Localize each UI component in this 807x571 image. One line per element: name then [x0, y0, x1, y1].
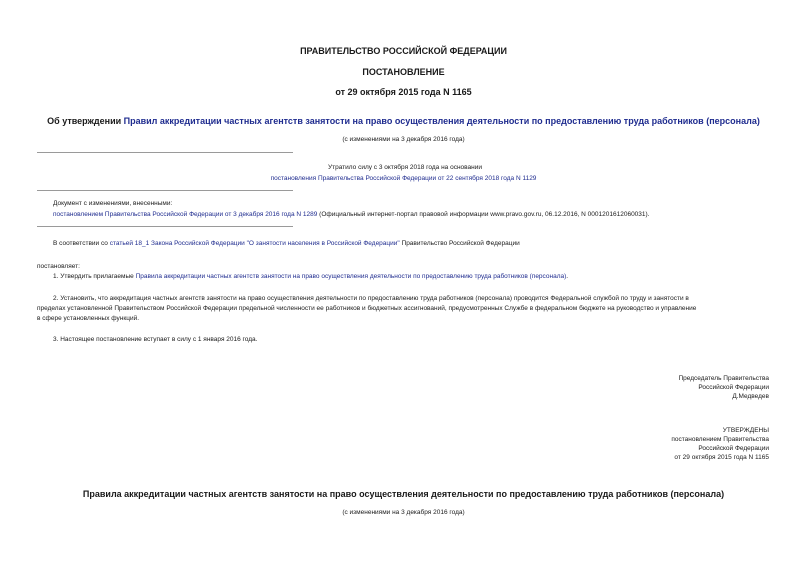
divider-3 — [37, 226, 293, 227]
approved-by: постановлением Правительства — [671, 436, 769, 443]
decrees-word: постановляет: — [37, 263, 80, 270]
item-1-prefix: 1. Утвердить прилагаемые — [53, 273, 136, 280]
amendments-source: (Официальный интернет-портал правовой информации www.pravo.gov.ru, 06.12.2016, N 0001201612060031). — [317, 211, 650, 218]
signature-position: Председатель Правительства — [678, 375, 769, 382]
signature-name: Д.Медведев — [732, 393, 769, 400]
item-2-line-2: пределах установленной Правительством Российской Федерации предельной численности ее работников и бюджетных ассигнований, предусмотренных Службе в федеральном бюджете на руководство и управление — [37, 305, 697, 312]
amendment-note-bottom: (с изменениями на 3 декабря 2016 года) — [342, 509, 465, 516]
item-3: 3. Настоящее постановление вступает в силу с 1 января 2016 года. — [53, 336, 258, 343]
approved-block — [671, 427, 769, 461]
item-2-line-3: в сфере установленных функций. — [37, 315, 140, 322]
government-heading: ПРАВИТЕЛЬСТВО РОССИЙСКОЙ ФЕДЕРАЦИИ — [300, 46, 507, 56]
approved-date-number: от 29 октября 2015 года N 1165 — [674, 454, 769, 461]
title-prefix: Об утверждении — [47, 116, 124, 126]
divider-2 — [37, 190, 293, 191]
approved-country: Российской Федерации — [698, 445, 769, 452]
lost-force-note: Утратило силу с 3 октября 2018 года на основании — [327, 164, 483, 171]
divider-1 — [37, 152, 293, 153]
approved-label: УТВЕРЖДЕНЫ — [722, 427, 769, 434]
item-1-suffix: . — [566, 273, 569, 280]
preamble-prefix: В соответствии со — [53, 240, 110, 247]
rules-title: Правила аккредитации частных агентств занятости на право осуществления деятельности по предоставлению труда работников (персонала) — [82, 489, 725, 499]
document-title — [0, 116, 807, 126]
amendments-decree-link[interactable]: постановлением Правительства Российской Федерации от 3 декабря 2016 года N 1289 — [53, 211, 318, 218]
amendments-label: Документ с изменениями, внесенными: — [53, 200, 173, 207]
title-rules-link[interactable]: Правил аккредитации частных агентств занятости на право осуществления деятельности по предоставлению труда работников (персонала) — [123, 116, 760, 126]
preamble-suffix: Правительство Российской Федерации — [399, 240, 520, 247]
item-1 — [53, 273, 568, 280]
document-type-heading: ПОСТАНОВЛЕНИЕ — [362, 67, 445, 77]
amendment-note-top: (с изменениями на 3 декабря 2016 года) — [342, 136, 465, 143]
signature-country: Российской Федерации — [698, 384, 769, 391]
item-2-line-1: 2. Установить, что аккредитация частных агентств занятости на право осуществления деятельности по предоставлению труда работников (персонала) проводится Федеральной службой по труду и занятости в — [53, 295, 689, 302]
document-date-number: от 29 октября 2015 года N 1165 — [335, 87, 472, 97]
amendments-line — [53, 211, 650, 218]
signature-block — [678, 375, 769, 400]
item-1-rules-link[interactable]: Правила аккредитации частных агентств занятости на право осуществления деятельности по предоставлению труда работников (персонала) — [135, 273, 567, 280]
law-article-link[interactable]: статьей 18_1 Закона Российской Федерации "О занятости населения в Российской Федерации" — [109, 240, 400, 247]
lost-force-decree-link[interactable]: постановления Правительства Российской Федерации от 22 сентября 2018 года N 1129 — [270, 175, 537, 182]
preamble — [53, 240, 520, 247]
